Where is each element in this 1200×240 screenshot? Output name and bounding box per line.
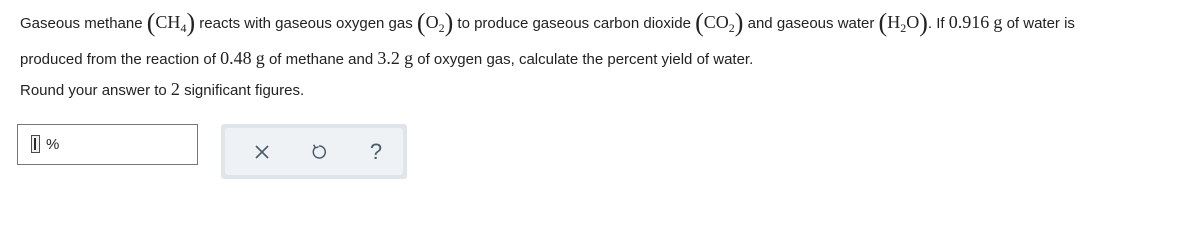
answer-toolbar-inner: [225, 128, 403, 175]
clear-button[interactable]: [248, 138, 276, 166]
water-mass: 0.916: [948, 12, 990, 32]
undo-icon: [310, 143, 328, 161]
problem-text: of water is: [1002, 15, 1075, 32]
problem-text: and gaseous water: [743, 15, 879, 32]
unit-g: g: [993, 12, 1003, 32]
unit-g: g: [404, 48, 414, 68]
co2-formula: $CO_2$: [703, 12, 735, 35]
problem-text: of methane and: [264, 51, 378, 68]
x-icon: [255, 145, 269, 159]
methane-mass: 0.48: [220, 48, 252, 68]
answer-toolbar: [221, 124, 407, 179]
water-formula: $H_2O$: [887, 12, 920, 35]
help-icon: ?: [369, 139, 383, 164]
oxygen-formula: $O_2$: [425, 12, 445, 35]
answer-input[interactable]: [17, 124, 198, 165]
problem-text: Gaseous methane: [20, 15, 147, 32]
oxygen-mass: 3.2: [377, 48, 400, 68]
problem-text: . If: [927, 15, 949, 32]
methane-formula: $CH_4$: [155, 12, 187, 35]
problem-text: produced from the reaction of: [20, 51, 221, 68]
problem-text: reacts with gaseous oxygen gas: [195, 15, 417, 32]
undo-button[interactable]: [305, 138, 333, 166]
problem-statement: [20, 4, 1190, 76]
problem-text: of oxygen gas, calculate the percent yield of water.: [413, 51, 754, 68]
input-cursor-slot[interactable]: [31, 135, 40, 153]
percent-unit-label: %: [46, 136, 60, 153]
sig-fig-count: 2: [170, 79, 180, 99]
unit-g: g: [255, 48, 265, 68]
help-button[interactable]: [362, 138, 390, 166]
problem-text: to produce gaseous carbon dioxide: [453, 15, 696, 32]
rounding-instruction: Round your answer to 2 significant figures.: [20, 79, 305, 99]
problem-line-1: Gaseous methane $(CH_4)$ reacts with gaseous oxygen gas $(O_2)$ to produce gaseous carbon dioxide $(CO_2)$ and gaseous water $(H_2O)$. If 0.916 g of water is: [20, 8, 1075, 37]
